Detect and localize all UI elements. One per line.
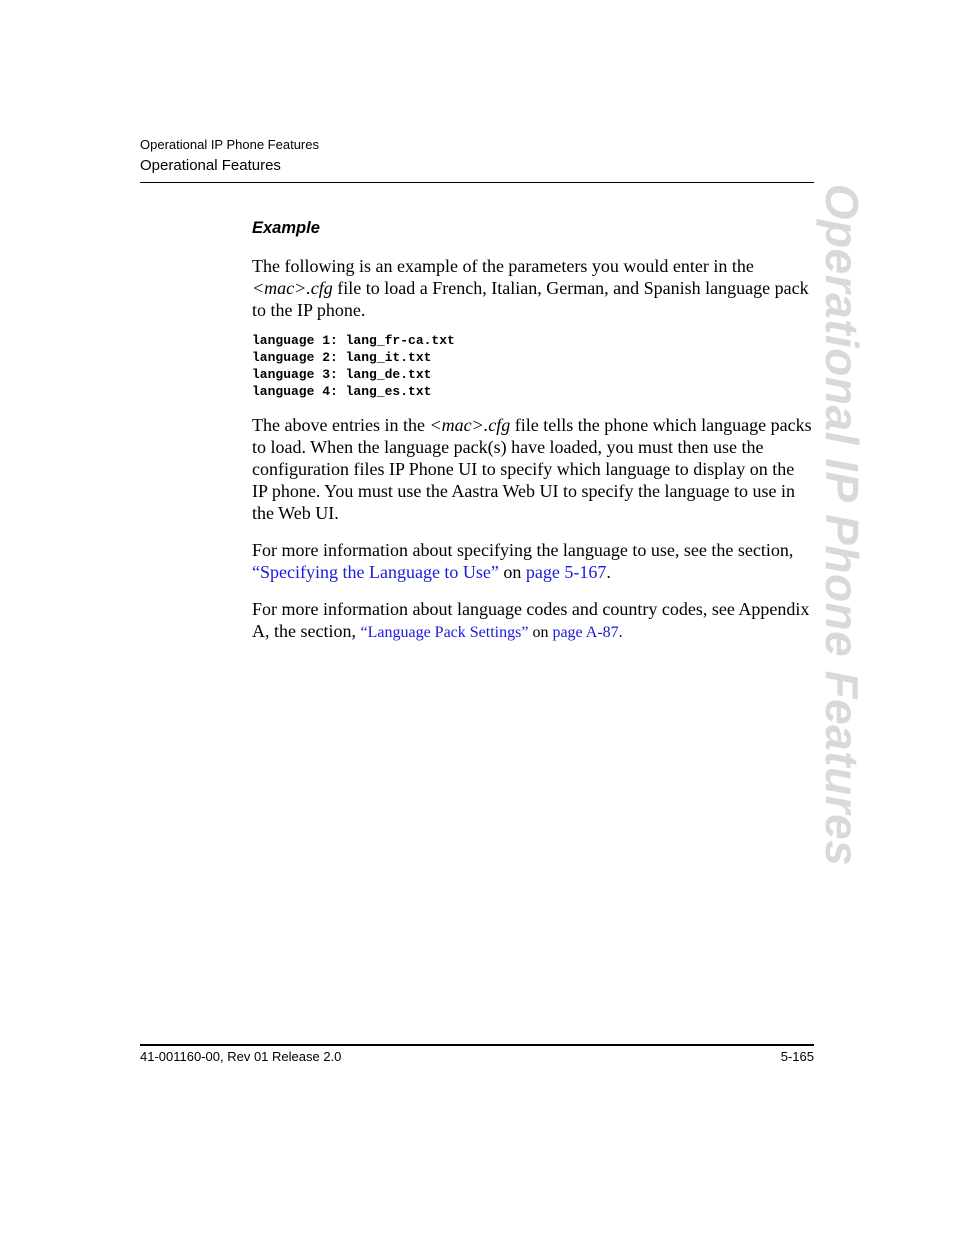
footer-document-id: 41-001160-00, Rev 01 Release 2.0	[140, 1049, 342, 1064]
language-pack-settings-link[interactable]: “Language Pack Settings”	[360, 624, 529, 641]
code-line: language 2: lang_it.txt	[252, 350, 432, 365]
code-example	[252, 332, 455, 400]
footer-page-number: 5-165	[780, 1049, 814, 1064]
code-line: language 3: lang_de.txt	[252, 367, 432, 382]
footer-rule	[140, 1044, 814, 1046]
explanation-paragraph: The above entries in the <mac>.cfg file tells the phone which language packs to load. When the language pack(s) have loaded, you must then use the configuration files IP Phone UI to specify which language to display on the IP phone. You must use the Aastra Web UI to specify the language to use in the Web UI.	[252, 415, 812, 523]
intro-paragraph: The following is an example of the parameters you would enter in the <mac>.cfg file to load a French, Italian, German, and Spanish language pack to the IP phone.	[252, 256, 809, 320]
example-heading: Example	[252, 219, 320, 237]
header-rule	[140, 182, 814, 183]
appendix-reference-paragraph: For more information about language codes and country codes, see Appendix A, the section, “Language Pack Settings” on page A-87.	[252, 599, 810, 641]
page-5-167-link[interactable]: page 5-167	[525, 562, 607, 582]
running-header-section: Operational Features	[140, 157, 281, 174]
specifying-language-link[interactable]: “Specifying the Language to Use”	[252, 562, 499, 582]
side-tab-title: Operational IP Phone Features	[816, 183, 868, 867]
page-a-87-link[interactable]: page A-87	[552, 624, 619, 641]
code-line: language 4: lang_es.txt	[252, 384, 432, 399]
code-line: language 1: lang_fr-ca.txt	[252, 333, 455, 348]
running-header-chapter: Operational IP Phone Features	[140, 137, 319, 152]
cross-reference-paragraph: For more information about specifying the language to use, see the section, “Specifying the Language to Use” on page 5-167.	[252, 540, 794, 582]
